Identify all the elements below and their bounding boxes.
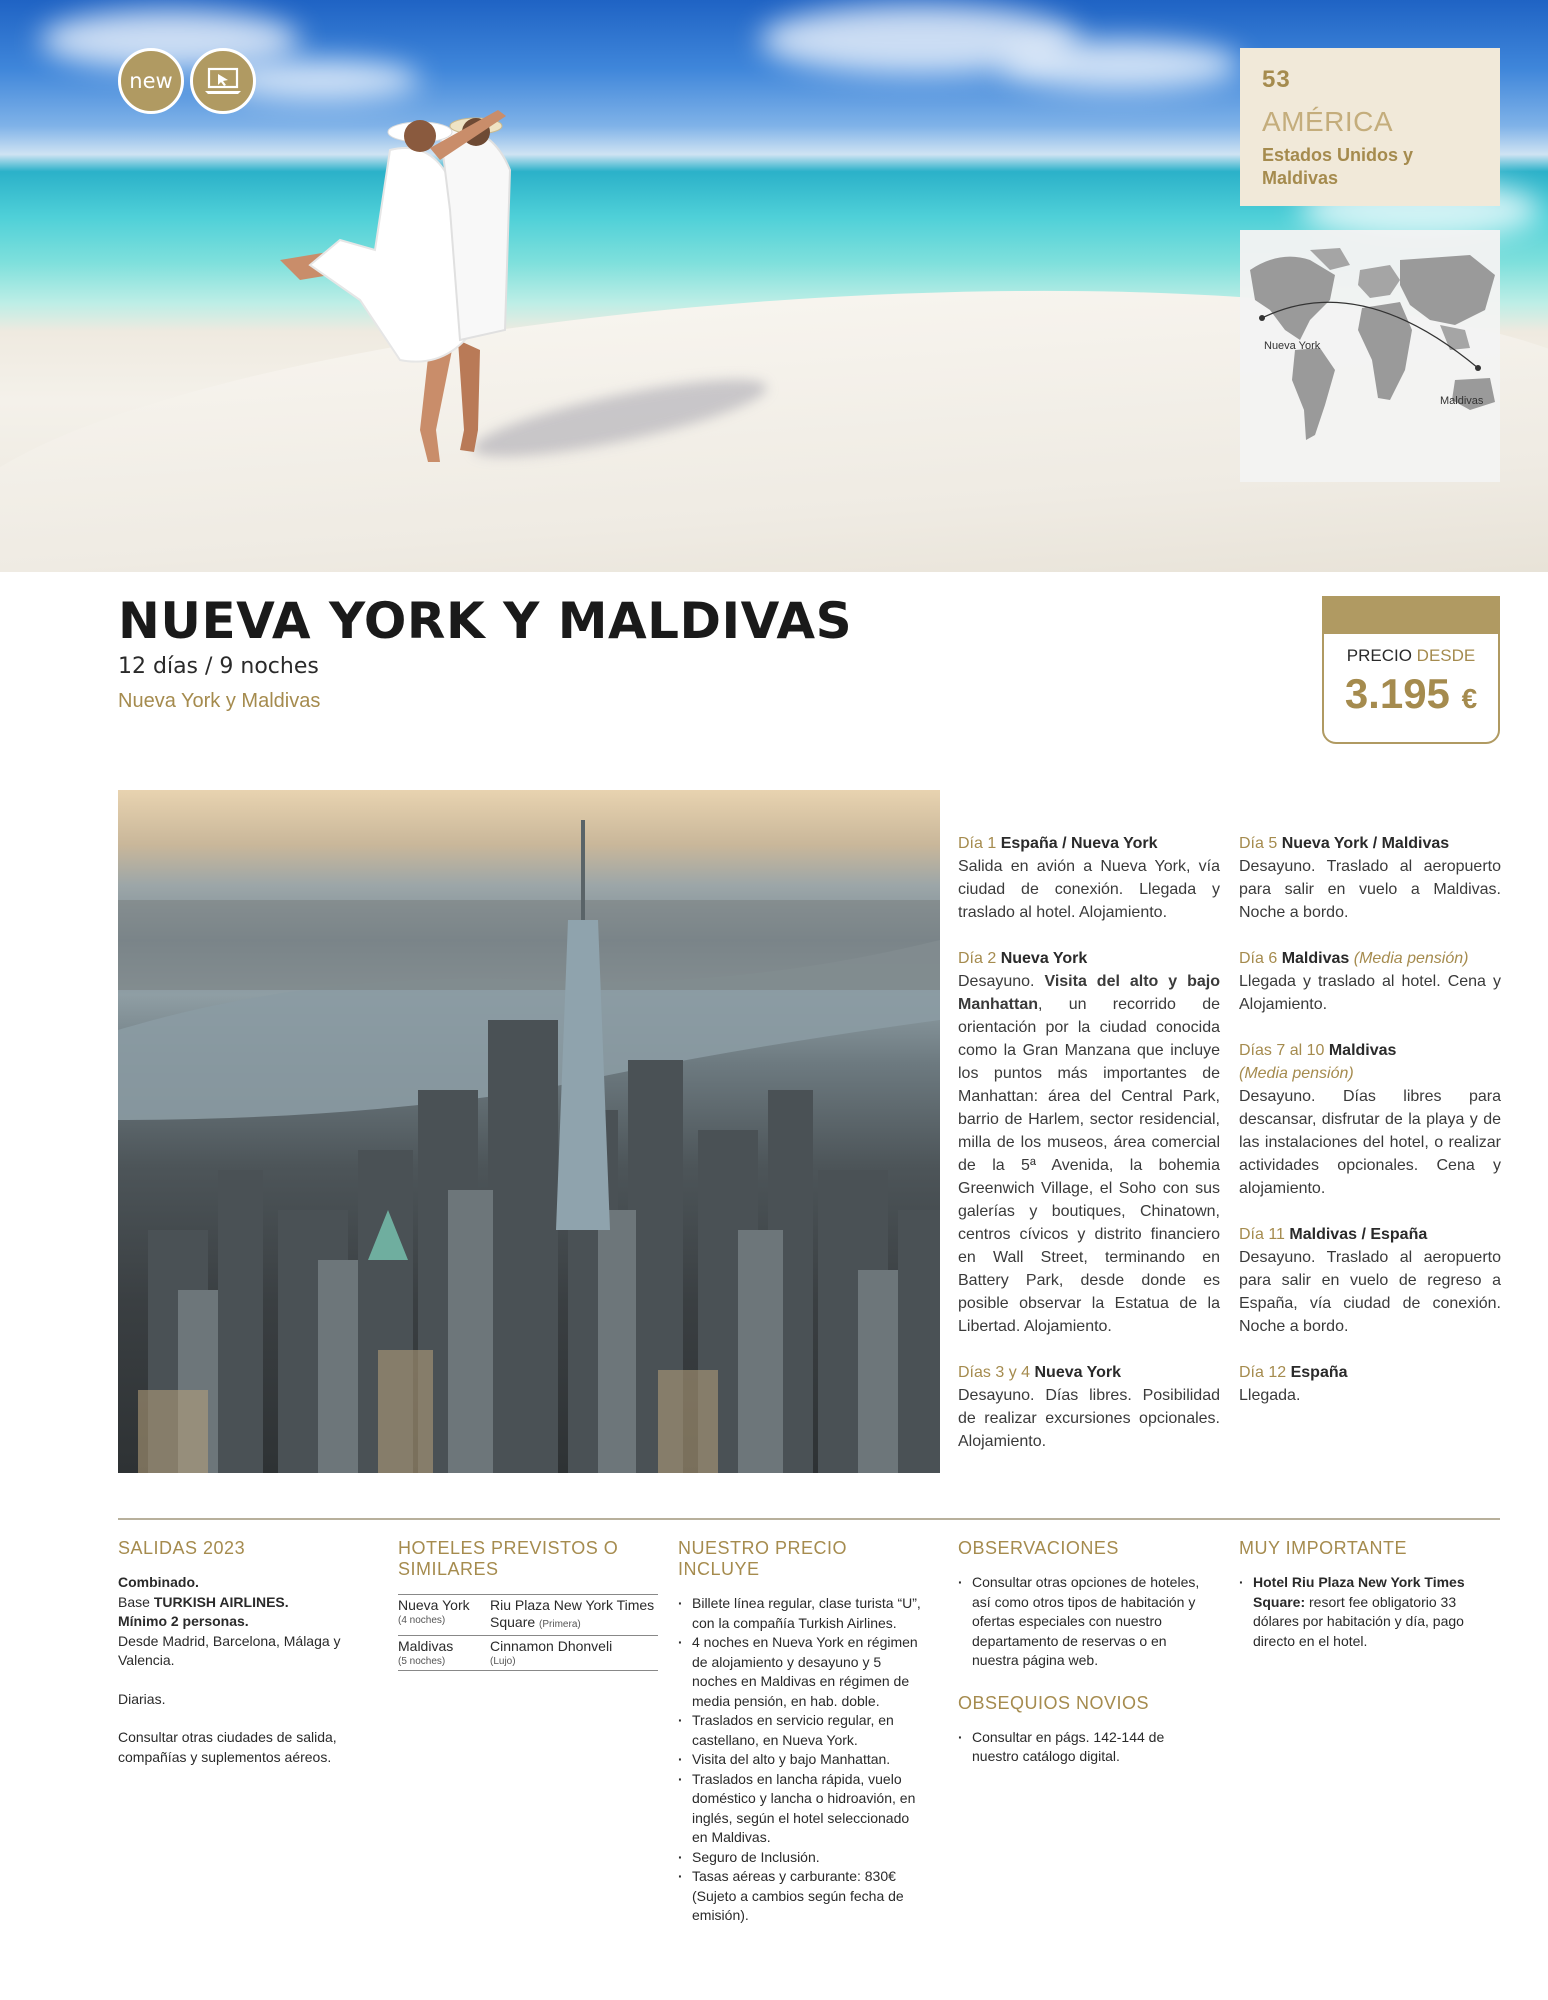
- route-map: [1240, 230, 1500, 482]
- price-box: [1322, 596, 1500, 744]
- day-description: [958, 970, 1220, 1338]
- importante-text: resort fee obligatorio 33 dólares por habitación y día, pago directo en el hotel.: [1253, 1593, 1464, 1649]
- map-label-origin: Nueva York: [1264, 340, 1321, 352]
- list-item: · Tasas aéreas y carburante: 830€ (Sujeto a cambios según fecha de emisión).: [678, 1867, 928, 1926]
- obsequios-heading: OBSEQUIOS NOVIOS: [958, 1692, 1150, 1713]
- new-badge-label: new: [129, 69, 173, 93]
- salidas-section: [118, 1538, 368, 1767]
- destination-box: [1240, 48, 1500, 206]
- observaciones-section: [958, 1538, 1208, 1767]
- day-number: Día 11: [1239, 1226, 1285, 1243]
- list-item: · Seguro de Inclusión.: [678, 1848, 928, 1868]
- salidas-line5: Diarias.: [118, 1690, 166, 1707]
- list-item: · Consultar en págs. 142-144 de nuestro catálogo digital.: [958, 1728, 1208, 1767]
- itinerary-day: [1239, 947, 1501, 1016]
- salidas-line: [118, 1612, 368, 1632]
- list-item: · Billete línea regular, clase turista “U”, con la compañía Turkish Airlines.: [678, 1594, 928, 1633]
- trip-duration: 12 días / 9 noches: [118, 654, 319, 679]
- table-row: [398, 1636, 658, 1671]
- itinerary-column-1: [958, 832, 1220, 1476]
- day-number: Día 2: [958, 950, 997, 967]
- page-number: 53: [1262, 66, 1291, 93]
- day-description: Llegada.: [1239, 1387, 1301, 1404]
- hotel-city: Nueva York: [398, 1597, 470, 1613]
- day-number: Día 1: [958, 835, 997, 852]
- hero-photo: [0, 0, 1548, 572]
- day-meal-note: (Media pensión): [1353, 950, 1469, 967]
- day-title: España: [1290, 1364, 1348, 1381]
- countries-label: Estados Unidos y Maldivas: [1262, 145, 1414, 188]
- day-title: Nueva York / Maldivas: [1281, 835, 1450, 852]
- itinerary-day: [958, 947, 1220, 1338]
- hotel-city: Maldivas: [398, 1638, 454, 1654]
- day-description-bold: Visita del alto y bajo Manhattan: [958, 973, 1221, 1013]
- world-map-icon: [1240, 230, 1500, 482]
- observaciones-heading: OBSERVACIONES: [958, 1538, 1119, 1558]
- salidas-line6: Consultar otras ciudades de salida, compañías y suplementos aéreos.: [118, 1729, 337, 1765]
- itinerary-day: [958, 832, 1220, 924]
- price-label-accent: DESDE: [1416, 646, 1476, 665]
- salidas-line4: Desde Madrid, Barcelona, Málaga y Valencia.: [118, 1632, 341, 1668]
- day-title: Maldivas: [1328, 1042, 1397, 1059]
- nyc-skyline-photo: [118, 790, 940, 1473]
- incluye-section: [678, 1538, 928, 1926]
- day-meal-note: (Media pensión): [1239, 1065, 1354, 1082]
- price-value: [1324, 670, 1498, 718]
- salidas-line: [118, 1593, 368, 1613]
- day-number: Días 7 al 10: [1239, 1042, 1325, 1059]
- hotel-table: [398, 1594, 658, 1671]
- hotel-category: (Lujo): [490, 1656, 516, 1667]
- couple-illustration: [280, 90, 580, 470]
- salidas-line1: Combinado.: [118, 1574, 199, 1590]
- salidas-line: [118, 1573, 368, 1593]
- section-divider: [118, 1518, 1500, 1520]
- hotel-nights: (4 noches): [398, 1615, 446, 1626]
- list-item: · Consultar otras opciones de hoteles, así como otros tipos de habitación y ofertas especiales con nuestro departamento de reservas o en nuestra página web.: [958, 1573, 1208, 1671]
- importante-section: [1239, 1538, 1489, 1651]
- importante-list: [1239, 1573, 1489, 1651]
- price-currency: €: [1461, 683, 1478, 714]
- day-number: Día 6: [1239, 950, 1278, 967]
- list-item: · Traslados en servicio regular, en castellano, en Nueva York.: [678, 1711, 928, 1750]
- hotel-name: Riu Plaza New York Times Square: [490, 1597, 655, 1630]
- table-row: [398, 1595, 658, 1636]
- day-description: Salida en avión a Nueva York, vía ciudad de conexión. Llegada y traslado al hotel. Alojamiento.: [958, 858, 1220, 921]
- region-label: AMÉRICA: [1262, 106, 1394, 137]
- salidas-heading: SALIDAS 2023: [118, 1538, 246, 1558]
- itinerary-column-2: [1239, 832, 1501, 1430]
- incluye-heading: NUESTRO PRECIO INCLUYE: [678, 1538, 848, 1579]
- trip-subtitle: Nueva York y Maldivas: [118, 690, 321, 712]
- day-title: Maldivas: [1281, 950, 1350, 967]
- itinerary-day: [1239, 1039, 1501, 1200]
- observaciones-list: [958, 1573, 1208, 1671]
- laptop-icon-svg: [204, 66, 242, 96]
- day-description: Llegada y traslado al hotel. Cena y Alojamiento.: [1239, 973, 1501, 1013]
- hoteles-section: [398, 1538, 655, 1671]
- obsequios-list: [958, 1728, 1208, 1767]
- day-title: Nueva York: [1034, 1364, 1122, 1381]
- day-number: Días 3 y 4: [958, 1364, 1031, 1381]
- day-description-pre: Desayuno.: [958, 973, 1045, 990]
- importante-heading: MUY IMPORTANTE: [1239, 1538, 1408, 1558]
- price-box-header: [1324, 598, 1498, 634]
- day-title: España / Nueva York: [1000, 835, 1158, 852]
- salidas-line3: Mínimo 2 personas.: [118, 1613, 249, 1629]
- list-item: · Traslados en lancha rápida, vuelo doméstico y lancha o hidroavión, en inglés, según el hotel seleccionado en Maldivas.: [678, 1770, 928, 1848]
- hotel-name: Cinnamon Dhonveli: [490, 1638, 613, 1654]
- incluye-list: [678, 1594, 928, 1926]
- day-description: Desayuno. Días libres para descansar, disfrutar de la playa y de las instalaciones del hotel, o realizar actividades opcionales. Cena y alojamiento.: [1239, 1088, 1501, 1197]
- itinerary-day: [958, 1361, 1220, 1453]
- price-label: [1324, 646, 1498, 666]
- map-label-destination: Maldivas: [1440, 395, 1484, 407]
- salidas-line2-pre: Base: [118, 1593, 154, 1610]
- day-number: Día 5: [1239, 835, 1278, 852]
- itinerary-day: [1239, 1361, 1501, 1407]
- price-amount: 3.195: [1344, 670, 1450, 717]
- list-item: [1239, 1573, 1489, 1651]
- price-label-main: PRECIO: [1346, 646, 1412, 665]
- hotel-category: (Primera): [539, 1619, 581, 1630]
- day-number: Día 12: [1239, 1364, 1287, 1381]
- itinerary-day: [1239, 832, 1501, 924]
- list-item: · 4 noches en Nueva York en régimen de alojamiento y desayuno y 5 noches en Maldivas en régimen de media pensión, en hab. doble.: [678, 1633, 928, 1711]
- itinerary-day: [1239, 1223, 1501, 1338]
- day-description: Desayuno. Días libres. Posibilidad de realizar excursiones opcionales. Alojamiento.: [958, 1387, 1220, 1450]
- hoteles-heading: HOTELES PREVISTOS O SIMILARES: [398, 1538, 619, 1579]
- hotel-nights: (5 noches): [398, 1656, 446, 1667]
- importante-bold: Hotel Riu Plaza New York Times Square:: [1253, 1574, 1465, 1610]
- day-title: Maldivas / España: [1289, 1226, 1428, 1243]
- new-badge: [118, 48, 184, 114]
- laptop-icon: [190, 48, 256, 114]
- page-title: NUEVA YORK Y MALDIVAS: [118, 592, 853, 650]
- salidas-line2-bold: TURKISH AIRLINES.: [153, 1593, 289, 1610]
- day-title: Nueva York: [1000, 950, 1088, 967]
- day-description-rest: , un recorrido de orientación por la ciudad conocida como la Gran Manzana que incluye los puntos más importantes de Manhattan: área del Central Park, barrio de Harlem, sector residencial, milla de los museos, área comercial de la 5ª Avenida, la bohemia Greenwich Village, el Soho con sus galerías y boutiques, Chinatown, centros cívicos y distrito financiero en Wall Street, terminando en Battery Park, desde donde es posible observar la Estatua de la Libertad. Alojamiento.: [958, 996, 1220, 1335]
- day-description: Desayuno. Traslado al aeropuerto para salir en vuelo de regreso a España, vía ciudad de conexión. Noche a bordo.: [1239, 1249, 1501, 1335]
- skyline-illustration: [118, 790, 940, 1473]
- day-description: Desayuno. Traslado al aeropuerto para salir en vuelo a Maldivas. Noche a bordo.: [1239, 858, 1501, 921]
- list-item: · Visita del alto y bajo Manhattan.: [678, 1750, 928, 1770]
